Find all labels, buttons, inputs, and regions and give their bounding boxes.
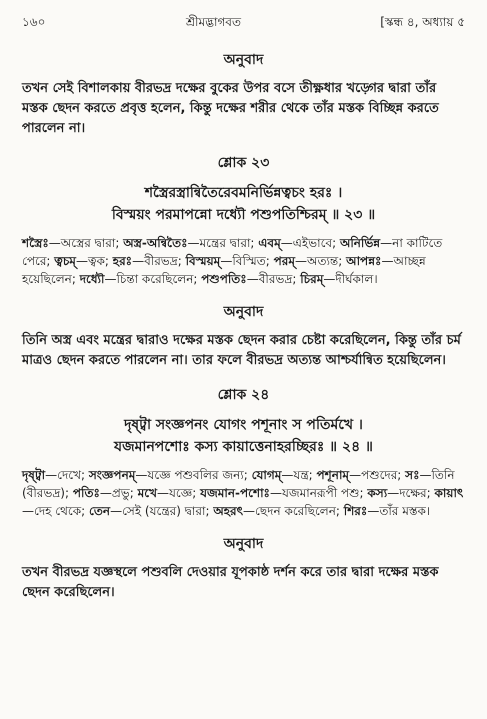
word-synonyms: শস্ত্রৈঃ—অস্ত্রের দ্বারা; অস্ত্র-অন্বিতৈঃ—মন্ত্রের দ্বারা; এবম্—এইভাবে; অনির্ভিন্ন—না কাটিতে পেরে; ত্বচম্—ত্বক; হরঃ—বীরভদ্র; বিস্ময়ম্—বিস্মিত; পরম্—অত্যন্ত; আপন্নঃ—আচ্ছন্ন হয়েছিলেন; দধ্যৌ—চিন্তা করেছিলেন; পশুপতিঃ—বীরভদ্র; চিরম্—দীর্ঘকাল। bbox=[22, 236, 443, 286]
translation-heading: অনুবাদ bbox=[223, 304, 264, 320]
word-synonyms: দৃষ্ট্বা—দেখে; সংজ্ঞপনম্—যজ্ঞে পশুবলির জন্য; যোগম্—যন্ত্র; পশূনাম্—পশুদের; সঃ—তিনি (বীরভদ্র); পতিঃ—প্রভু; মখে—যজ্ঞে; যজমান-পশোঃ—যজমানরূপী পশু; কস্য—দক্ষের; কায়াৎ—দেহ থেকে; তেন—সেই (যন্ত্রের) দ্বারা; অহরৎ—ছেদন করেছিলেন; শিরঃ—তাঁর মস্তক। bbox=[22, 468, 464, 518]
chapter-reference: [স্কন্ধ ৪, অধ্যায় ৫ bbox=[380, 15, 465, 29]
verse-heading: শ্লোক ২৪ bbox=[217, 387, 270, 403]
verse-line: বিস্ময়ং পরমাপন্নো দধ্যৌ পশুপতিশ্চিরম্ ॥ ২৩ ॥ bbox=[111, 207, 376, 223]
translation-heading: অনুবাদ bbox=[223, 52, 264, 68]
verse-line: যজমানপশোঃ কস্য কায়াত্তেনাহরচ্ছিরঃ ॥ ২৪ ॥ bbox=[114, 439, 373, 455]
verse-text bbox=[22, 182, 465, 226]
translation-text: তখন সেই বিশালকায় বীরভদ্র দক্ষের বুকের উপর বসে তীক্ষ্ণধার খড়্গের দ্বারা তাঁর মস্তক ছেদন করতে প্রবৃত্ত হলেন, কিন্তু দক্ষের শরীর থেকে তাঁর মস্তক বিচ্ছিন্ন করতে পারলেন না। bbox=[22, 81, 439, 136]
page-number: ১৬০ bbox=[22, 15, 46, 29]
verse-text bbox=[22, 414, 465, 458]
translation-text: তিনি অস্ত্র এবং মন্ত্রের দ্বারাও দক্ষের মস্তক ছেদন করার চেষ্টা করেছিলেন, কিন্তু তাঁর চর্ম মাত্রও ছেদন করতে পারলেন না। তার ফলে বীরভদ্র অত্যন্ত আশ্চর্যান্বিত হয়েছিলেন। bbox=[22, 333, 461, 368]
book-title: শ্রীমদ্ভাগবত bbox=[185, 15, 241, 29]
verse-line: শস্ত্রৈরস্ত্রান্বিতৈরেবমনির্ভিন্নত্বচং হরঃ । bbox=[144, 185, 343, 201]
verse-line: দৃষ্ট্বা সংজ্ঞপনং যোগং পশূনাং স পতির্মখে । bbox=[124, 417, 363, 433]
verse-heading: শ্লোক ২৩ bbox=[217, 155, 270, 171]
translation-text: তখন বীরভদ্র যজ্ঞস্থলে পশুবলি দেওয়ার যূপকাষ্ঠ দর্শন করে তার দ্বারা দক্ষের মস্তক ছেদন করেছিলেন। bbox=[22, 565, 439, 600]
translation-heading: অনুবাদ bbox=[223, 536, 264, 552]
page-header bbox=[22, 14, 465, 34]
